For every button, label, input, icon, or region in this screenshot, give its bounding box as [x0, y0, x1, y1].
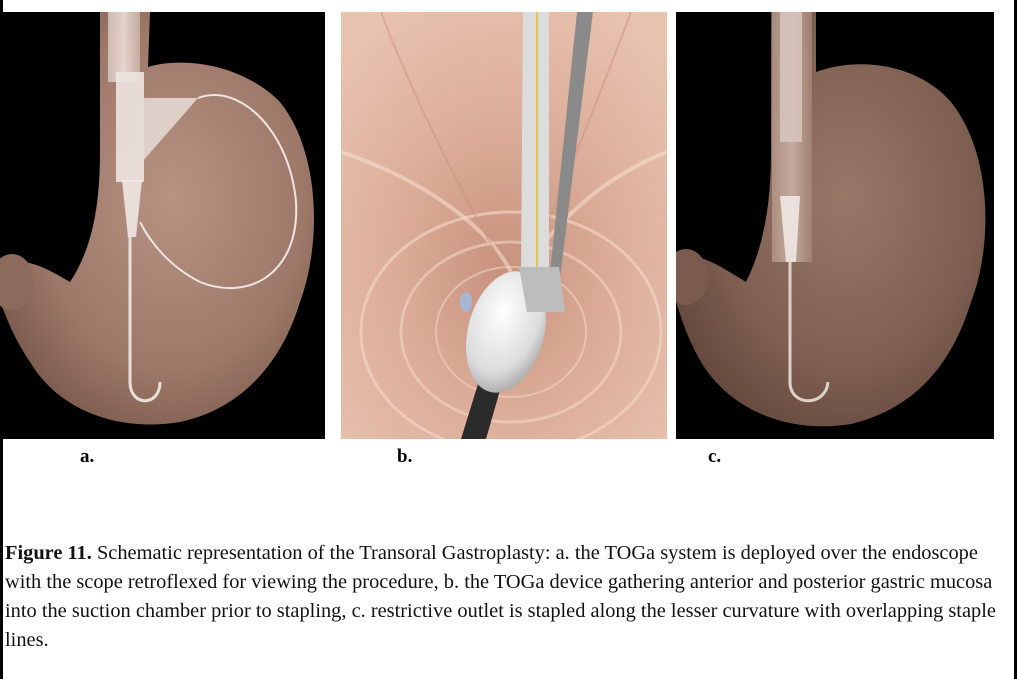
- panel-a-label: a.: [80, 446, 95, 467]
- stomach-with-retroflexed-scope-image: [0, 12, 325, 439]
- panel-b-illustration: [341, 12, 667, 439]
- panel-a-illustration: [0, 12, 325, 439]
- suction-chamber-device-image: [341, 12, 667, 439]
- panel-c-label: c.: [708, 446, 722, 467]
- panel-c-illustration: [676, 12, 994, 439]
- figure-label: Figure 11.: [5, 542, 92, 564]
- panel-b-label: b.: [397, 446, 413, 467]
- figure-caption: [5, 539, 1010, 655]
- caption-text: Schematic representation of the Transoral Gastroplasty: a. the TOGa system is deployed over the endoscope with the scope retroflexed for viewing the procedure, b. the TOGa device gathering anterior and posterior gastric mucosa into the suction chamber prior to stapling, c. restrictive outlet is stapled along the lesser curvature with overlapping staple lines.: [5, 542, 996, 651]
- stapled-outlet-image: [676, 12, 994, 439]
